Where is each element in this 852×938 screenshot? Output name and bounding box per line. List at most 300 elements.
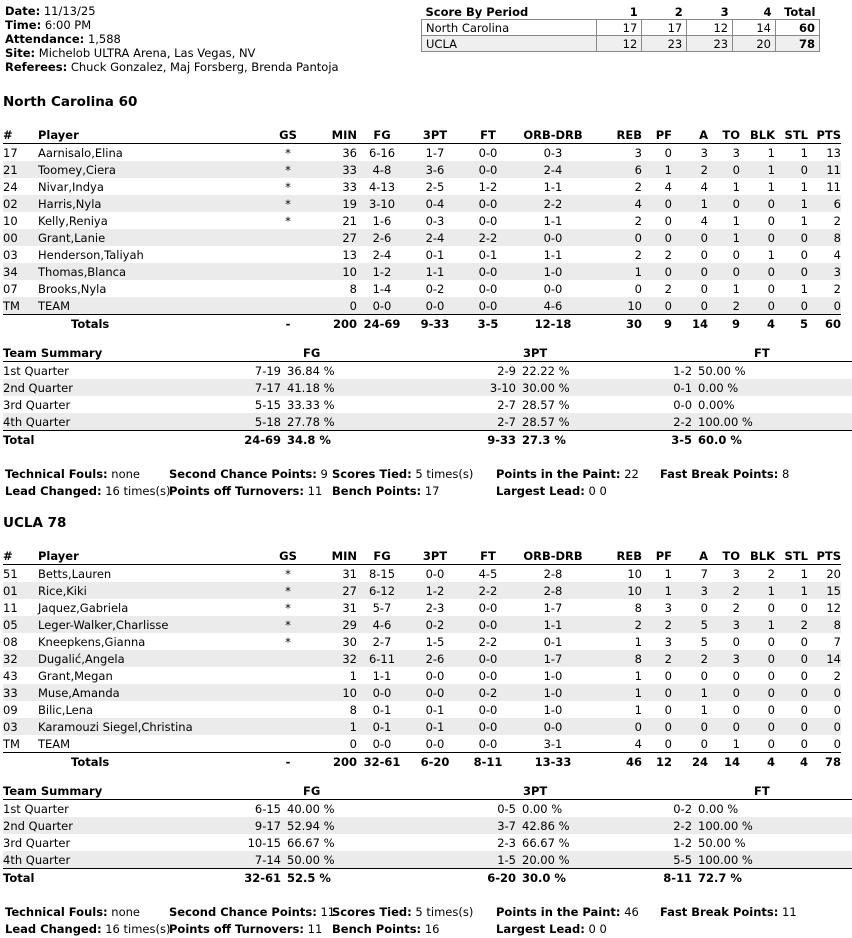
player-row bbox=[3, 229, 841, 246]
summary-spacer bbox=[371, 379, 431, 396]
stat-cell: 0 bbox=[593, 229, 642, 246]
stat-cell: 0 bbox=[664, 145, 672, 160]
stat-cell: 0-2 bbox=[407, 616, 463, 633]
player-name: Jaquez,Gabriela bbox=[38, 600, 129, 615]
player-name: Thomas,Blanca bbox=[38, 263, 258, 280]
score-cell: 14 bbox=[733, 20, 776, 36]
stat-cell: 2 bbox=[634, 247, 642, 262]
stat-cell: 1 bbox=[349, 668, 357, 683]
summary-row bbox=[3, 834, 852, 851]
stat-cell: 2-5 bbox=[425, 179, 445, 194]
stat-cell: 0 bbox=[708, 195, 740, 212]
stat-cell: 3-6 bbox=[407, 161, 463, 178]
stat-cell: 6 bbox=[808, 195, 841, 212]
summary-row bbox=[3, 800, 852, 818]
stat-cell: 1 bbox=[634, 634, 642, 649]
player-name: TEAM bbox=[38, 297, 258, 315]
stat-cell: 0 bbox=[775, 718, 808, 735]
stat-cell: 0-0 bbox=[407, 297, 463, 315]
stat-cell: TM bbox=[3, 297, 38, 315]
stat-cell: 33 bbox=[3, 684, 38, 701]
summary-label: 2nd Quarter bbox=[3, 379, 153, 396]
stat-cell: 1 bbox=[800, 179, 808, 194]
stat-cell: 2-4 bbox=[513, 161, 593, 178]
column-header: ORB-DRB bbox=[513, 127, 593, 144]
stat-cell: 4-6 bbox=[357, 616, 407, 633]
summary-spacer bbox=[371, 817, 431, 834]
stat-cell: 0 bbox=[740, 650, 775, 667]
stat-cell: 0-2 bbox=[463, 684, 513, 701]
column-header: FG bbox=[357, 548, 407, 565]
stat-cell: 0-0 bbox=[543, 281, 563, 296]
stat-cell: 7 bbox=[700, 566, 708, 581]
summary-ft-header: FT bbox=[692, 345, 852, 362]
stat-cell bbox=[258, 263, 318, 280]
summary-cell: 0.00 % bbox=[692, 379, 792, 396]
stat-cell: 1-0 bbox=[513, 263, 593, 280]
box-score-table bbox=[3, 548, 841, 770]
stat-cell bbox=[258, 684, 318, 701]
summary-3pt-header: 3PT bbox=[431, 783, 692, 800]
stat-cell: 3 bbox=[664, 600, 672, 615]
stat-cell: 0 bbox=[732, 634, 740, 649]
player-row bbox=[3, 280, 841, 297]
stat-cell: 0 bbox=[800, 600, 808, 615]
game-site: Michelob ULTRA Arena, Las Vegas, NV bbox=[38, 46, 256, 60]
player-row bbox=[3, 718, 841, 735]
stat-cell: 1-2 bbox=[357, 263, 407, 280]
stat-cell: 7 bbox=[833, 634, 841, 649]
stat-cell: 24 bbox=[3, 179, 18, 194]
summary-label: Total bbox=[3, 431, 153, 449]
stat-cell: 1-1 bbox=[543, 213, 563, 228]
summary-cell: 7-19 bbox=[254, 363, 281, 378]
stat-cell: 0 bbox=[775, 684, 808, 701]
misc-label: Scores Tied: bbox=[332, 467, 412, 481]
team-summary-title: Team Summary bbox=[3, 345, 153, 362]
stat-cell: 43 bbox=[3, 668, 18, 683]
summary-cell: 100.00 % bbox=[692, 817, 792, 834]
stat-cell: 0-0 bbox=[463, 297, 513, 315]
column-header: PF bbox=[642, 548, 672, 565]
stat-cell: 5 bbox=[700, 634, 708, 649]
stat-cell: 1-0 bbox=[543, 668, 563, 683]
stat-cell: 0-0 bbox=[478, 702, 498, 717]
stat-cell: 0-3 bbox=[543, 145, 563, 160]
player-row bbox=[3, 650, 841, 667]
stat-cell: 10 bbox=[593, 297, 642, 315]
misc-value: none bbox=[111, 905, 140, 919]
stat-cell: 0 bbox=[634, 281, 642, 296]
misc-value: 17 bbox=[424, 484, 440, 498]
stat-cell: 0 bbox=[767, 213, 775, 228]
column-header: 3PT bbox=[407, 548, 463, 565]
column-header: # bbox=[3, 548, 38, 565]
stat-cell: 11 bbox=[3, 600, 18, 615]
misc-label: Fast Break Points: bbox=[660, 467, 779, 481]
misc-value: 22 bbox=[624, 467, 639, 481]
stat-cell: 6 bbox=[593, 161, 642, 178]
stat-cell: 2-2 bbox=[463, 229, 513, 246]
summary-cell: 7-17 bbox=[153, 379, 281, 396]
misc-value: 5 times(s) bbox=[415, 905, 474, 919]
stat-cell: * bbox=[258, 582, 318, 599]
summary-spacer bbox=[792, 379, 852, 396]
summary-cell: 6-20 bbox=[431, 869, 516, 887]
summary-cell: 30.00 % bbox=[516, 379, 608, 396]
misc-fastbreak bbox=[660, 904, 797, 921]
misc-label: Points off Turnovers: bbox=[169, 922, 304, 936]
column-header: FT bbox=[463, 127, 513, 144]
stat-cell: 0-1 bbox=[372, 702, 392, 717]
stat-cell: 2 bbox=[664, 247, 672, 262]
player-row bbox=[3, 667, 841, 684]
stat-cell: 2 bbox=[708, 582, 740, 599]
totals-cell: 5 bbox=[775, 315, 808, 333]
stat-cell: 0-0 bbox=[478, 668, 498, 683]
stat-cell: 30 bbox=[342, 634, 357, 649]
misc-label: Scores Tied: bbox=[332, 905, 412, 919]
stat-cell: 0-0 bbox=[425, 566, 445, 581]
totals-cell: 78 bbox=[808, 753, 841, 771]
column-header: TO bbox=[708, 548, 740, 565]
stat-cell: * bbox=[285, 179, 291, 194]
stat-cell: 0-0 bbox=[478, 281, 498, 296]
stat-cell: 0-1 bbox=[543, 634, 563, 649]
summary-cell: 27.78 % bbox=[281, 413, 371, 431]
stat-cell: 1 bbox=[672, 684, 708, 701]
stat-cell: 0 bbox=[642, 684, 672, 701]
summary-spacer bbox=[371, 800, 431, 818]
stat-cell: 1 bbox=[800, 281, 808, 296]
stat-cell: * bbox=[285, 634, 291, 649]
summary-cell: 52.94 % bbox=[281, 817, 371, 834]
stat-cell bbox=[258, 667, 318, 684]
stat-cell: 0 bbox=[767, 736, 775, 751]
stat-cell: 1 bbox=[732, 213, 740, 228]
summary-cell: 5-15 bbox=[254, 397, 281, 412]
stat-cell bbox=[258, 246, 318, 263]
stat-cell: 3 bbox=[808, 263, 841, 280]
stat-cell: 13 bbox=[342, 247, 357, 262]
summary-cell: 36.84 % bbox=[287, 363, 335, 378]
stat-cell: 0-0 bbox=[463, 616, 513, 633]
stat-cell bbox=[258, 229, 318, 246]
summary-cell: 33.33 % bbox=[287, 397, 335, 412]
stat-cell: 13 bbox=[826, 145, 841, 160]
summary-cell: 2-2 bbox=[608, 817, 692, 834]
stat-cell: 0-0 bbox=[513, 718, 593, 735]
misc-row bbox=[5, 904, 820, 921]
stat-cell: 4 bbox=[700, 179, 708, 194]
summary-label: 4th Quarter bbox=[3, 413, 153, 431]
stat-cell: 2 bbox=[664, 281, 672, 296]
stat-cell: 1 bbox=[593, 684, 642, 701]
score-team: UCLA bbox=[422, 36, 597, 52]
stat-cell: 0-0 bbox=[463, 718, 513, 735]
stat-cell: 0 bbox=[672, 263, 708, 280]
summary-cell: 66.67 % bbox=[522, 835, 570, 850]
stat-cell: 0-1 bbox=[425, 702, 445, 717]
misc-label: Lead Changed: bbox=[5, 922, 102, 936]
summary-cell: 50.00 % bbox=[698, 835, 746, 850]
stat-cell: 4-6 bbox=[513, 297, 593, 315]
summary-cell: 0.00 % bbox=[698, 801, 739, 816]
summary-row bbox=[3, 396, 852, 413]
stat-cell: 02 bbox=[3, 195, 38, 212]
misc-value: 9 bbox=[320, 467, 328, 481]
totals-cell: 13-33 bbox=[513, 753, 593, 771]
stat-cell: 0 bbox=[808, 718, 841, 735]
stat-cell: 2 bbox=[833, 213, 841, 228]
column-header: A bbox=[672, 548, 708, 565]
misc-paint bbox=[496, 904, 639, 921]
stat-cell: 2 bbox=[642, 616, 672, 633]
misc-label: Fast Break Points: bbox=[660, 905, 779, 919]
stat-cell: 05 bbox=[3, 616, 38, 633]
stat-cell: 03 bbox=[3, 718, 38, 735]
totals-cell bbox=[3, 315, 38, 333]
stat-cell: 0 bbox=[740, 195, 775, 212]
summary-spacer bbox=[792, 396, 852, 413]
stat-cell: 4 bbox=[634, 736, 642, 751]
player-row bbox=[3, 701, 841, 718]
player-row bbox=[3, 297, 841, 315]
misc-value: 16 bbox=[424, 922, 440, 936]
stat-cell: 0 bbox=[775, 297, 808, 315]
summary-label: 3rd Quarter bbox=[3, 397, 71, 412]
summary-cell: 9-33 bbox=[431, 431, 516, 449]
totals-cell: 9 bbox=[642, 315, 672, 333]
misc-value: 11 bbox=[307, 922, 323, 936]
stat-cell: 2 bbox=[672, 650, 708, 667]
summary-cell: 40.00 % bbox=[287, 801, 335, 816]
column-header: STL bbox=[775, 127, 808, 144]
stat-cell: 10 bbox=[627, 566, 642, 581]
stat-cell: 19 bbox=[318, 195, 357, 212]
stat-cell: * bbox=[285, 566, 291, 581]
misc-second bbox=[169, 466, 328, 483]
summary-cell: 41.18 % bbox=[281, 379, 371, 396]
summary-cell: 27.3 % bbox=[516, 431, 608, 449]
stat-cell: 0 bbox=[593, 718, 642, 735]
stat-cell: 2-4 bbox=[372, 247, 392, 262]
stat-cell: 2 bbox=[642, 650, 672, 667]
column-header: TO bbox=[708, 127, 740, 144]
stat-cell: 0 bbox=[700, 247, 708, 262]
stat-cell: 2-8 bbox=[513, 582, 593, 599]
score-by-period-header bbox=[422, 4, 820, 20]
stat-cell: 2 bbox=[833, 281, 841, 296]
stat-cell: 3 bbox=[732, 566, 740, 581]
summary-spacer bbox=[792, 431, 852, 449]
stat-cell: 0 bbox=[740, 297, 775, 315]
player-name: Bilic,Lena bbox=[38, 702, 94, 717]
game-date: 11/13/25 bbox=[43, 4, 96, 18]
stat-cell: 2 bbox=[634, 213, 642, 228]
summary-label: 1st Quarter bbox=[3, 363, 69, 378]
summary-label: Total bbox=[3, 869, 153, 887]
totals-cell: - bbox=[258, 315, 318, 333]
score-total: 78 bbox=[776, 36, 820, 52]
summary-cell: 28.57 % bbox=[516, 413, 608, 431]
stat-cell: 0 bbox=[708, 263, 740, 280]
summary-spacer bbox=[371, 396, 431, 413]
summary-cell: 3-5 bbox=[608, 431, 692, 449]
stat-cell: 0 bbox=[664, 736, 672, 751]
totals-cell: 32-61 bbox=[357, 753, 407, 771]
stat-cell: 0 bbox=[775, 650, 808, 667]
stat-cell: 0 bbox=[700, 600, 708, 615]
totals-cell: 14 bbox=[708, 753, 740, 771]
stat-cell: TM bbox=[3, 736, 20, 751]
totals-cell: 4 bbox=[775, 753, 808, 771]
stat-cell: 10 bbox=[3, 213, 18, 228]
stat-cell: 1-7 bbox=[425, 145, 445, 160]
period-header: 3 bbox=[720, 4, 729, 19]
column-header: BLK bbox=[740, 548, 775, 565]
player-name: Aarnisalo,Elina bbox=[38, 145, 123, 160]
summary-label: 1st Quarter bbox=[3, 801, 69, 816]
stat-cell bbox=[258, 718, 318, 735]
column-header: GS bbox=[258, 548, 318, 565]
stat-cell: 0-0 bbox=[357, 297, 407, 315]
stat-cell: 17 bbox=[3, 145, 18, 160]
stat-cell: 0-0 bbox=[478, 600, 498, 615]
summary-cell: 22.22 % bbox=[522, 363, 570, 378]
totals-cell: 12-18 bbox=[513, 315, 593, 333]
period-header: Total bbox=[784, 4, 816, 19]
stat-cell: 03 bbox=[3, 247, 18, 262]
misc-label: Technical Fouls: bbox=[5, 905, 108, 919]
stat-cell: 0 bbox=[800, 702, 808, 717]
stat-cell: 1-0 bbox=[543, 702, 563, 717]
totals-cell bbox=[3, 753, 38, 771]
period-header: 1 bbox=[629, 4, 638, 19]
stat-cell: 3 bbox=[672, 582, 708, 599]
stat-cell: * bbox=[285, 145, 291, 160]
summary-spacer bbox=[371, 851, 431, 869]
player-row bbox=[3, 616, 841, 633]
totals-cell: Totals bbox=[38, 315, 258, 333]
player-row bbox=[3, 178, 841, 195]
stat-cell: 0-1 bbox=[357, 718, 407, 735]
box-score-table bbox=[3, 127, 841, 332]
summary-label: 3rd Quarter bbox=[3, 835, 71, 850]
stat-cell: 0 bbox=[672, 297, 708, 315]
player-name: Karamouzi Siegel,Christina bbox=[38, 718, 258, 735]
stat-cell: 1 bbox=[732, 281, 740, 296]
misc-value: 0 0 bbox=[588, 922, 607, 936]
box-score-header bbox=[3, 127, 841, 144]
stat-cell: 4 bbox=[593, 195, 642, 212]
column-header: # bbox=[3, 127, 38, 144]
player-name: Nivar,Indya bbox=[38, 179, 104, 194]
player-name: Brooks,Nyla bbox=[38, 281, 107, 296]
stat-cell: 0 bbox=[808, 684, 841, 701]
stat-cell: 0 bbox=[775, 161, 808, 178]
summary-row bbox=[3, 413, 852, 431]
stat-cell: 1-1 bbox=[513, 616, 593, 633]
stat-cell: 0 bbox=[642, 718, 672, 735]
stat-cell: 0 bbox=[672, 718, 708, 735]
column-header: ORB-DRB bbox=[513, 548, 593, 565]
stat-cell: 8 bbox=[808, 616, 841, 633]
summary-cell: 3-7 bbox=[431, 817, 516, 834]
stat-cell: 0 bbox=[642, 195, 672, 212]
player-name: Rice,Kiki bbox=[38, 582, 258, 599]
score-cell: 17 bbox=[597, 20, 642, 36]
stat-cell: 29 bbox=[318, 616, 357, 633]
player-row bbox=[3, 684, 841, 701]
player-row bbox=[3, 735, 841, 753]
summary-cell: 1-2 bbox=[673, 835, 693, 850]
stat-cell: 1-1 bbox=[407, 263, 463, 280]
stat-cell: 0-0 bbox=[463, 263, 513, 280]
stat-cell: 0 bbox=[700, 736, 708, 751]
stat-cell: 2-7 bbox=[372, 634, 392, 649]
stat-cell: 6-16 bbox=[368, 145, 396, 160]
totals-cell: 24 bbox=[672, 753, 708, 771]
team-summary-header bbox=[3, 345, 852, 362]
stat-cell: 1 bbox=[800, 566, 808, 581]
summary-spacer bbox=[792, 869, 852, 887]
stat-cell: 3 bbox=[708, 616, 740, 633]
summary-spacer bbox=[371, 869, 431, 887]
stat-cell: 1 bbox=[740, 161, 775, 178]
player-row bbox=[3, 582, 841, 599]
stat-cell: 11 bbox=[826, 179, 841, 194]
score-cell: 12 bbox=[687, 20, 733, 36]
misc-label: Largest Lead: bbox=[496, 922, 585, 936]
column-header: PTS bbox=[808, 127, 841, 144]
column-header: REB bbox=[593, 548, 642, 565]
stat-cell: 1-2 bbox=[478, 179, 498, 194]
stat-cell: 4 bbox=[700, 213, 708, 228]
summary-total-row bbox=[3, 431, 852, 449]
stat-cell: 1 bbox=[318, 718, 357, 735]
stat-cell: 20 bbox=[826, 566, 841, 581]
stat-cell: 1-4 bbox=[372, 281, 392, 296]
player-row bbox=[3, 144, 841, 162]
summary-label: 4th Quarter bbox=[3, 851, 153, 869]
stat-cell: 1-1 bbox=[543, 247, 563, 262]
stat-cell: 0 bbox=[642, 263, 672, 280]
stat-cell: 0 bbox=[700, 281, 708, 296]
game-attendance: 1,588 bbox=[87, 32, 121, 46]
stat-cell: 0-0 bbox=[463, 650, 513, 667]
misc-label: Second Chance Points: bbox=[169, 467, 317, 481]
stat-cell: 0 bbox=[664, 213, 672, 228]
team-title: UCLA 78 bbox=[3, 515, 67, 531]
misc-value: 11 bbox=[782, 905, 797, 919]
stat-cell: 0 bbox=[708, 684, 740, 701]
misc-label: Technical Fouls: bbox=[5, 467, 108, 481]
stat-cell: 1 bbox=[767, 179, 775, 194]
summary-cell: 0-0 bbox=[673, 397, 693, 412]
stat-cell: 08 bbox=[3, 634, 18, 649]
player-row bbox=[3, 161, 841, 178]
misc-stats bbox=[5, 904, 820, 938]
stat-cell: 2 bbox=[775, 616, 808, 633]
stat-cell: 1-0 bbox=[513, 684, 593, 701]
summary-spacer bbox=[371, 431, 431, 449]
misc-value: 11 bbox=[320, 905, 336, 919]
stat-cell: 0-3 bbox=[425, 213, 445, 228]
misc-technical bbox=[5, 904, 140, 921]
summary-cell: 66.67 % bbox=[287, 835, 335, 850]
stat-cell: 0-0 bbox=[478, 213, 498, 228]
